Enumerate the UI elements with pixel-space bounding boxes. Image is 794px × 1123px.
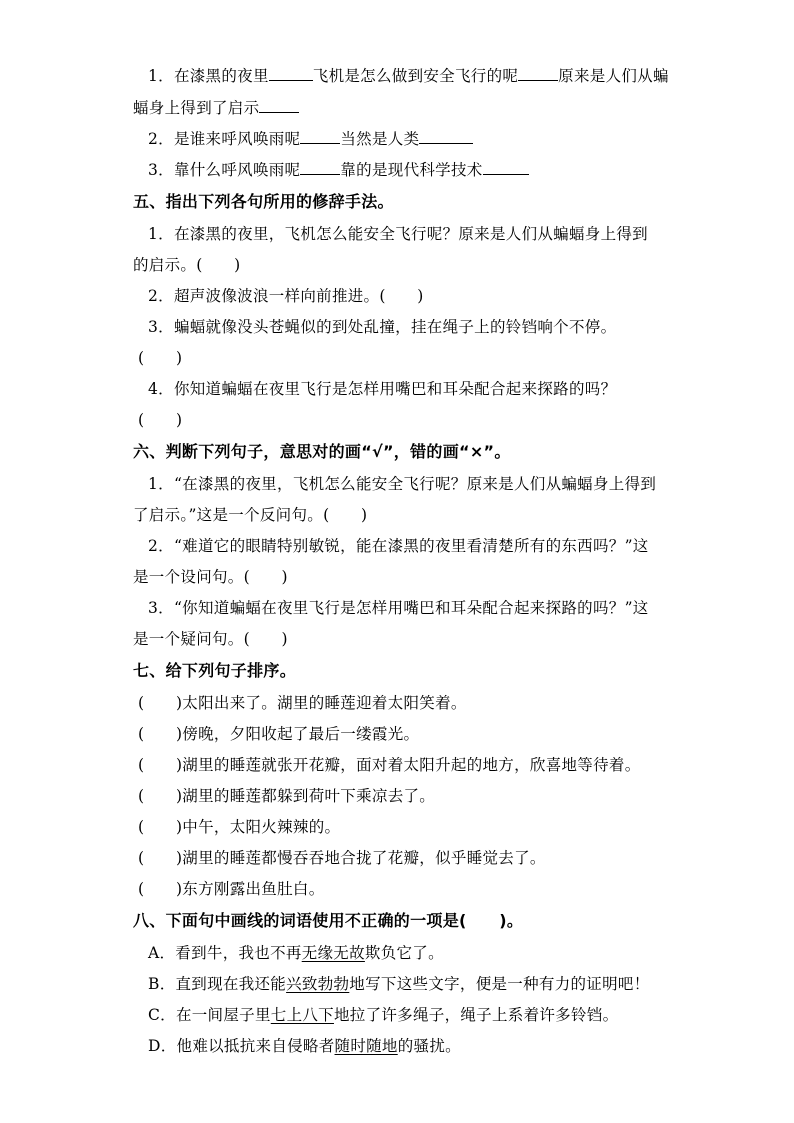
s6-question-2-line-2: 是一个设问句。( ) bbox=[133, 568, 288, 586]
text: 飞机是怎么做到安全飞行的呢 bbox=[312, 67, 519, 85]
answer-blank[interactable] bbox=[300, 160, 340, 175]
answer-blank[interactable] bbox=[259, 98, 299, 113]
s5-question-3-line-1: 3．蝙蝠就像没头苍蝇似的到处乱撞，挂在绳子上的铃铛响个不停。 bbox=[148, 318, 617, 336]
s6-question-1-line-2: 了启示。”这是一个反问句。( ) bbox=[133, 506, 368, 524]
answer-blank[interactable] bbox=[518, 66, 558, 81]
text: D．他难以抵抗来自侵略者 bbox=[148, 1037, 335, 1055]
underlined-word: 无缘无故 bbox=[301, 944, 365, 962]
section-8-title: 八、下面句中画线的词语使用不正确的一项是( )。 bbox=[133, 911, 524, 930]
s5-question-2: 2．超声波像波浪一样向前推进。( ) bbox=[148, 287, 424, 305]
text: 1．在漆黑的夜里 bbox=[148, 67, 269, 85]
answer-blank[interactable] bbox=[483, 160, 529, 175]
text: A．看到牛，我也不再 bbox=[148, 944, 302, 962]
underlined-word: 七上八下 bbox=[270, 1006, 334, 1024]
s7-item-5: ( )中午，太阳火辣辣的。 bbox=[138, 818, 341, 836]
s8-option-d bbox=[148, 1036, 461, 1056]
text: 的骚扰。 bbox=[397, 1037, 461, 1055]
s7-item-6: ( )湖里的睡莲都慢吞吞地合拢了花瓣，似乎睡觉去了。 bbox=[138, 849, 546, 867]
section-7-title: 七、给下列句子排序。 bbox=[133, 661, 297, 680]
s7-item-4: ( )湖里的睡莲都躲到荷叶下乘凉去了。 bbox=[138, 787, 436, 805]
s7-item-7: ( )东方刚露出鱼肚白。 bbox=[138, 880, 325, 898]
section-6-title: 六、判断下列句子，意思对的画“√”，错的画“×”。 bbox=[133, 442, 511, 461]
s5-question-1-line-1: 1．在漆黑的夜里，飞机怎么能安全飞行呢？原来是人们从蝙蝠身上得到 bbox=[148, 225, 648, 243]
underlined-word: 兴致勃勃 bbox=[286, 975, 350, 993]
s4-question-1-line-1 bbox=[148, 66, 669, 86]
underlined-word: 随时随地 bbox=[334, 1037, 398, 1055]
s5-question-4-line-2: ( ) bbox=[138, 411, 183, 429]
text: 原来是人们从蝙 bbox=[558, 67, 669, 85]
s8-option-a bbox=[148, 943, 444, 963]
s4-question-1-line-2 bbox=[133, 98, 299, 118]
text: 蝠身上得到了启示 bbox=[133, 99, 260, 117]
answer-blank[interactable] bbox=[300, 129, 340, 144]
s6-question-2-line-1: 2．“难道它的眼睛特别敏锐，能在漆黑的夜里看清楚所有的东西吗？”这 bbox=[148, 537, 649, 555]
s5-question-4-line-1: 4．你知道蝙蝠在夜里飞行是怎样用嘴巴和耳朵配合起来探路的吗？ bbox=[148, 380, 617, 398]
answer-blank[interactable] bbox=[419, 129, 473, 144]
s6-question-1-line-1: 1．“在漆黑的夜里，飞机怎么能安全飞行呢？原来是人们从蝙蝠身上得到 bbox=[148, 475, 657, 493]
text: 2．是谁来呼风唤雨呢 bbox=[148, 130, 301, 148]
s5-question-1-line-2: 的启示。( ) bbox=[133, 256, 241, 274]
answer-blank[interactable] bbox=[269, 66, 313, 81]
text: 地拉了许多绳子，绳子上系着许多铃铛。 bbox=[333, 1006, 619, 1024]
s7-item-2: ( )傍晚，夕阳收起了最后一缕霞光。 bbox=[138, 725, 420, 743]
text: 欺负它了。 bbox=[364, 944, 444, 962]
text: B．直到现在我还能 bbox=[148, 975, 287, 993]
s8-option-c bbox=[148, 1005, 618, 1025]
s5-question-3-line-2: ( ) bbox=[138, 349, 183, 367]
s7-item-3: ( )湖里的睡莲就张开花瓣，面对着太阳升起的地方，欣喜地等待着。 bbox=[138, 756, 641, 774]
s6-question-3-line-2: 是一个疑问句。( ) bbox=[133, 630, 288, 648]
s8-option-b bbox=[148, 974, 650, 994]
text: 3．靠什么呼风唤雨呢 bbox=[148, 161, 301, 179]
s4-question-2 bbox=[148, 129, 473, 149]
text: 靠的是现代科学技术 bbox=[340, 161, 483, 179]
text: 地写下这些文字，便是一种有力的证明吧！ bbox=[349, 975, 650, 993]
s6-question-3-line-1: 3．“你知道蝙蝠在夜里飞行是怎样用嘴巴和耳朵配合起来探路的吗？”这 bbox=[148, 599, 649, 617]
text: 当然是人类 bbox=[340, 130, 420, 148]
text: C．在一间屋子里 bbox=[148, 1006, 271, 1024]
section-5-title: 五、指出下列各句所用的修辞手法。 bbox=[133, 192, 394, 211]
s7-item-1: ( )太阳出来了。湖里的睡莲迎着太阳笑着。 bbox=[138, 694, 467, 712]
s4-question-3 bbox=[148, 160, 529, 180]
